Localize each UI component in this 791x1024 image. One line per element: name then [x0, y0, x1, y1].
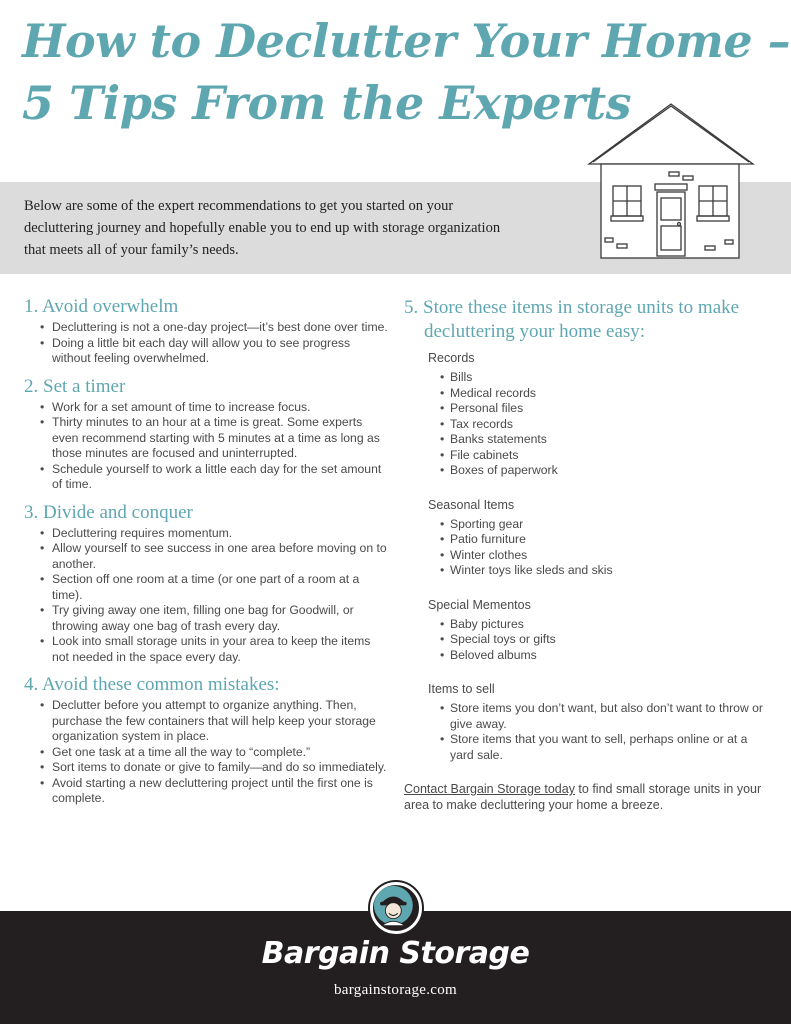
list-item: • Thirty minutes to an hour at a time is great. Some experts even recommend starting with 5 minutes at a time as long as those minutes are focused and uninterrupted. [24, 415, 389, 462]
mascot-logo-icon [370, 882, 422, 934]
list-item: • Decluttering requires momentum. [24, 526, 389, 542]
mascot-face-icon [373, 885, 419, 931]
list-item: • Sporting gear [404, 517, 774, 533]
list-item: • Work for a set amount of time to increase focus. [24, 400, 389, 416]
website-url[interactable]: bargainstorage.com [334, 982, 457, 998]
tip-list [24, 526, 389, 666]
list-item: • Baby pictures [404, 617, 774, 633]
list-item: • Winter toys like sleds and skis [404, 563, 774, 579]
list-item: • Doing a little bit each day will allow you to see progress without feeling overwhelmed. [24, 336, 389, 367]
list-item: • Store items that you want to sell, perhaps online or at a yard sale. [404, 732, 774, 763]
storage-group-seasonal [404, 497, 774, 579]
list-item: • Get one task at a time all the way to “complete.” [24, 745, 389, 761]
group-label: Special Mementos [428, 597, 531, 612]
house-illustration [585, 100, 755, 260]
list-item: • Sort items to donate or give to family—and do so immediately. [24, 760, 389, 776]
list-item: • Personal files [404, 401, 774, 417]
list-item: • Declutter before you attempt to organize anything. Then, purchase the few containers that will help keep your storage organization system in place. [24, 698, 389, 745]
list-item: • Bills [404, 370, 774, 386]
tip-heading: 1. Avoid overwhelm [24, 296, 179, 317]
list-item: • Allow yourself to see success in one area before moving on to another. [24, 541, 389, 572]
list-item: • Medical records [404, 386, 774, 402]
storage-group-records [404, 350, 774, 479]
list-item: • Beloved albums [404, 648, 774, 664]
tip-heading: 4. Avoid these common mistakes: [24, 674, 280, 695]
contact-text: to find small storage units in your area to make decluttering your home a breeze. [404, 782, 762, 812]
list-item: • Patio furniture [404, 532, 774, 548]
group-label: Seasonal Items [428, 497, 515, 512]
tip-heading: 2. Set a timer [24, 375, 126, 397]
tip-list [24, 400, 389, 493]
contact-link[interactable]: Contact Bargain Storage today [404, 782, 575, 796]
list-item: • Special toys or gifts [404, 632, 774, 648]
tip-heading: 3. Divide and conquer [24, 501, 193, 523]
list-item: • Store items you don’t want, but also don’t want to throw or give away. [404, 701, 774, 732]
tip-list [24, 320, 389, 367]
group-label: Records [428, 351, 475, 365]
contact-paragraph [404, 781, 774, 813]
group-label: Items to sell [428, 682, 495, 696]
tips-right-column [404, 296, 774, 813]
tip-list [24, 698, 389, 807]
tip-heading: 5. Store these items in storage units to make decluttering your home easy: [404, 297, 740, 342]
brand-name: Bargain Storage [261, 936, 530, 971]
list-item: • Winter clothes [404, 548, 774, 564]
intro-text: Below are some of the expert recommendations to get you started on your decluttering journey and hopefully enable you to end up with storage organization that meets all of your family’s needs. [24, 198, 501, 258]
list-item: • Look into small storage units in your area to keep the items not needed in the space every day. [24, 634, 389, 665]
list-item: • File cabinets [404, 448, 774, 464]
list-item: • Section off one room at a time (or one part of a room at a time). [24, 572, 389, 603]
list-item: • Boxes of paperwork [404, 463, 774, 479]
storage-group-mementos [404, 597, 774, 664]
list-item: • Banks statements [404, 432, 774, 448]
title-line-2: 5 Tips From the Experts [22, 76, 632, 130]
list-item: • Avoid starting a new decluttering project until the first one is complete. [24, 776, 389, 807]
list-item: • Schedule yourself to work a little each day for the set amount of time. [24, 462, 389, 493]
list-item: • Tax records [404, 417, 774, 433]
list-item: • Try giving away one item, filling one bag for Goodwill, or throwing away one bag of trash every day. [24, 603, 389, 634]
tips-left-column [24, 296, 389, 807]
storage-group-items-to-sell [404, 681, 774, 763]
title-line-1: How to Declutter Your Home – [22, 14, 791, 68]
list-item: • Decluttering is not a one-day project—it’s best done over time. [24, 320, 389, 336]
